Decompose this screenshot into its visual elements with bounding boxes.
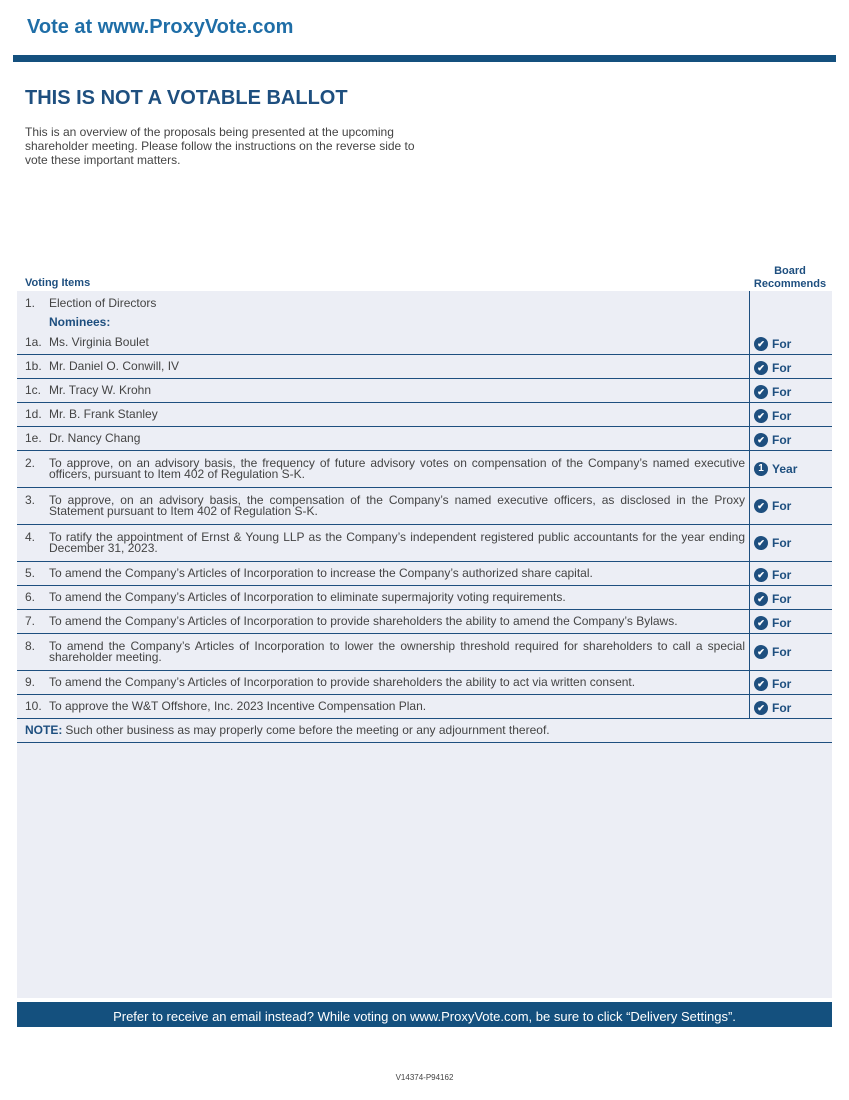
delivery-settings-banner: Prefer to receive an email instead? While voting on www.ProxyVote.com, be sure to click “Delivery Settings”. [17,1002,832,1027]
recommendation-label: For [772,337,792,351]
election-row [17,291,832,313]
item-number: 1c. [25,383,42,397]
item-number: 6. [25,590,36,604]
voting-item-row [17,379,832,403]
checkmark-icon: ✔ [754,568,768,582]
voting-item-row [17,525,832,562]
checkmark-icon: ✔ [754,337,768,351]
recommendation-cell [749,695,832,718]
recommendation-label: For [772,536,792,550]
item-text: Election of Directors [49,296,157,310]
voting-item-row [17,427,832,451]
recommendation-label: For [772,385,792,399]
voting-item-row [17,634,832,671]
recommendation-cell [749,586,832,609]
item-text: Ms. Virginia Boulet [49,335,149,349]
item-number: 8. [25,639,36,653]
voting-items-header: Voting Items [25,277,91,289]
checkmark-icon: ✔ [754,701,768,715]
voting-item-row [17,671,832,695]
recommendation-cell [749,291,832,313]
item-number: 2. [25,456,36,470]
item-number: 3. [25,493,36,507]
voting-item-row [17,451,832,488]
recommendation-label: For [772,677,792,691]
recommendation-label: For [772,499,792,513]
recommendation-label: For [772,361,792,375]
recommendation-cell [749,427,832,450]
recommendation-cell [749,313,832,331]
item-text: To approve, on an advisory basis, the compensation of the Company’s named executive officers, as disclosed in the Proxy Statement pursuant to Item 402 of Regulation S-K. [49,493,745,518]
recommendation-label: For [772,592,792,606]
recommendation-cell [749,634,832,670]
item-number: 7. [25,614,36,628]
checkmark-icon: ✔ [754,616,768,630]
recommendation-cell [749,403,832,426]
recommendation-cell [749,488,832,524]
recommendation-label: For [772,645,792,659]
recommendation-label: For [772,568,792,582]
checkmark-icon: ✔ [754,592,768,606]
item-text: Mr. Daniel O. Conwill, IV [49,359,180,373]
intro-text: This is an overview of the proposals being presented at the upcoming shareholder meeting. Please follow the instructions on the reverse side to vote these important matters. [25,125,415,167]
item-text: Mr. B. Frank Stanley [49,407,158,421]
board-recommends-header [749,265,831,291]
item-number: 5. [25,566,36,580]
voting-item-row [17,355,832,379]
voting-item-row [17,586,832,610]
page-title: THIS IS NOT A VOTABLE BALLOT [25,87,348,109]
item-text: To approve the W&T Offshore, Inc. 2023 Incentive Compensation Plan. [49,699,427,713]
voting-item-row [17,331,832,355]
recommendation-cell [749,671,832,694]
note-label: NOTE: [25,723,63,737]
checkmark-icon: ✔ [754,361,768,375]
checkmark-icon: ✔ [754,499,768,513]
item-text: To amend the Company’s Articles of Incorporation to provide shareholders the ability to act via written consent. [49,675,636,689]
voting-item-row [17,610,832,634]
board-recommends-line1: Board [774,265,806,277]
checkmark-icon: ✔ [754,645,768,659]
checkmark-icon: ✔ [754,385,768,399]
proxyvote-link[interactable]: Vote at www.ProxyVote.com [27,16,294,38]
voting-item-row [17,488,832,525]
document-id: V14374-P94162 [395,1073,454,1082]
nominees-row [17,313,832,331]
header-rule [13,55,836,62]
item-text: To approve, on an advisory basis, the frequency of future advisory votes on compensation of the Company’s named executive officers, pursuant to Item 402 of Regulation S-K. [49,456,745,481]
recommendation-label: For [772,409,792,423]
checkmark-icon: ✔ [754,433,768,447]
checkmark-icon: ✔ [754,677,768,691]
recommendation-label: For [772,616,792,630]
item-text: To amend the Company’s Articles of Incorporation to lower the ownership threshold required for shareholders to call a special shareholder meeting. [49,639,745,664]
voting-items-table [17,291,832,743]
item-text: Dr. Nancy Chang [49,431,141,445]
recommendation-cell [749,451,832,487]
item-number: 1d. [25,407,42,421]
item-number: 4. [25,530,36,544]
item-number: 9. [25,675,36,689]
recommendation-cell [749,562,832,585]
item-text: To amend the Company’s Articles of Incorporation to provide shareholders the ability to amend the Company’s Bylaws. [49,614,678,628]
item-number: 1. [25,296,36,310]
board-recommends-line2: Recommends [753,278,827,290]
voting-item-row [17,403,832,427]
item-text: To ratify the appointment of Ernst & Young LLP as the Company’s independent registered public accountants for the year ending December 31, 2023. [49,530,745,555]
recommendation-cell [749,355,832,378]
note-text: Such other business as may properly come before the meeting or any adjournment thereof. [65,723,550,737]
recommendation-cell [749,379,832,402]
recommendation-cell [749,610,832,633]
recommendation-label: For [772,433,792,447]
note-row [17,719,832,743]
voting-item-row [17,562,832,586]
nominees-label: Nominees: [49,314,111,329]
item-number: 1b. [25,359,42,373]
voting-item-row [17,695,832,719]
checkmark-icon: ✔ [754,536,768,550]
recommendation-label: Year [772,462,798,476]
item-text: To amend the Company’s Articles of Incorporation to eliminate supermajority voting requirements. [49,590,566,604]
checkmark-icon: ✔ [754,409,768,423]
recommendation-label: For [772,701,792,715]
item-text: Mr. Tracy W. Krohn [49,383,152,397]
recommendation-cell [749,331,832,354]
item-number: 1a. [25,335,42,349]
item-number: 10. [25,699,42,713]
recommendation-cell [749,525,832,561]
item-text: To amend the Company’s Articles of Incorporation to increase the Company’s authorized share capital. [49,566,593,580]
item-number: 1e. [25,431,42,445]
one-year-icon: 1 [754,462,768,476]
